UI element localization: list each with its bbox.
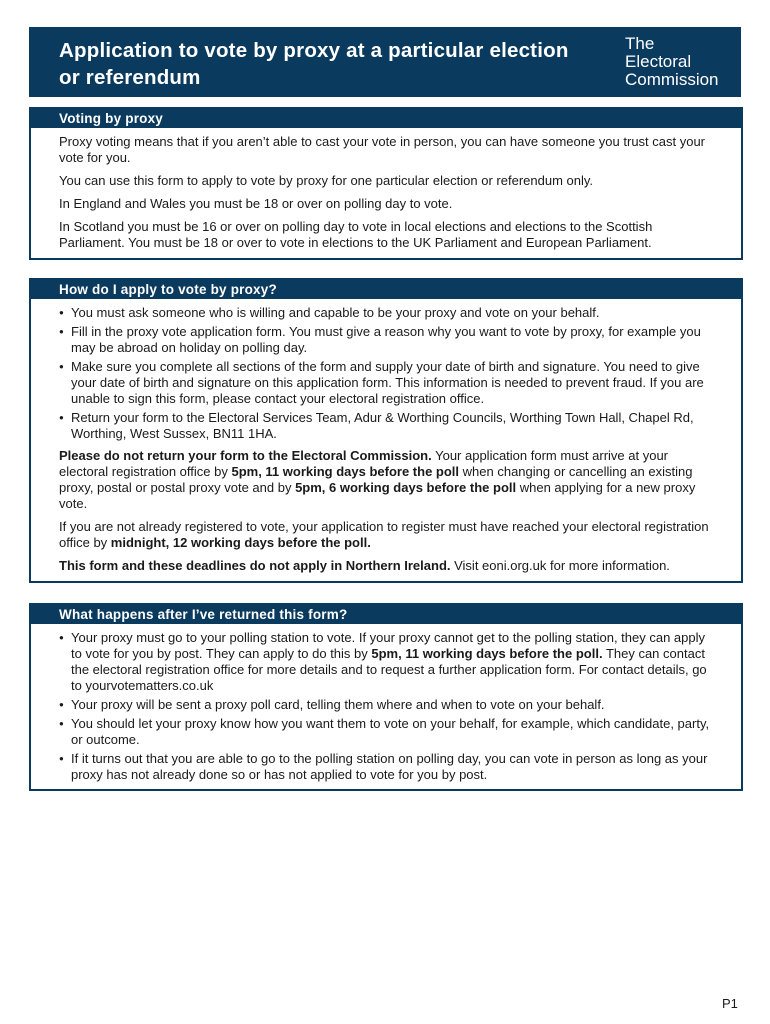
- how-to-apply-section: [29, 278, 743, 583]
- page-title: Application to vote by proxy at a particular election or referendum: [59, 39, 569, 89]
- text: Your application form must arrive at your electoral registration office by: [59, 448, 669, 479]
- bold-text: Please do not return your form to the Electoral Commission.: [59, 448, 432, 463]
- text: Visit eoni.org.uk for more information.: [450, 558, 670, 573]
- paragraph: You can use this form to apply to vote by proxy for one particular election or referendum only.: [59, 173, 594, 188]
- list-item: ● If it turns out that you are able to go to the polling station on polling day, you can vote in person as long as your proxy has not already done so or has not applied to vote for you by post.: [59, 751, 713, 783]
- list-item: ● Make sure you complete all sections of the form and supply your date of birth and signature. You need to give your date of birth and signature on this application form. This information is needed to prevent fraud. If you are unable to sign this form, please contact your electoral registration office.: [59, 359, 713, 407]
- paragraph: In Scotland you must be 16 or over on polling day to vote in local elections and elections to the Scottish Parliament. You must be 18 or over to vote in elections to the UK Parliament and European Parliament.: [59, 219, 653, 250]
- header-banner: [29, 27, 741, 97]
- bold-text: 5pm, 6 working days before the poll: [295, 480, 517, 495]
- list-item: ● Return your form to the Electoral Services Team, Adur & Worthing Councils, Worthing Town Hall, Chapel Rd, Worthing, West Sussex, BN11 1HA.: [59, 410, 713, 442]
- section-heading: What happens after I’ve returned this form?: [31, 605, 741, 624]
- logo-line-2: Electoral: [625, 52, 692, 71]
- section-heading: How do I apply to vote by proxy?: [31, 280, 741, 299]
- electoral-commission-logo: [625, 35, 719, 89]
- logo-line-3: Commission: [625, 70, 719, 89]
- bold-text: 5pm, 11 working days before the poll.: [371, 646, 603, 661]
- bullet-list: [59, 630, 713, 783]
- bold-text: midnight, 12 working days before the poll.: [110, 535, 371, 550]
- list-item: ● You must ask someone who is willing and capable to be your proxy and vote on your behalf.: [59, 305, 713, 321]
- text: They can contact the electoral registration office for more details and to request a further application form. For contact details, go to yourvotematters.co.uk: [71, 646, 707, 693]
- list-item: ● You should let your proxy know how you want them to vote on your behalf, for example, which candidate, party, or outcome.: [59, 716, 713, 748]
- paragraph: Proxy voting means that if you aren’t able to cast your vote in person, you can have someone you trust cast your vote for you.: [59, 134, 706, 165]
- bullet-list: [59, 305, 713, 442]
- register-paragraph: [59, 519, 713, 551]
- list-item: [59, 630, 713, 694]
- voting-by-proxy-section: [29, 107, 743, 260]
- logo-line-1: The: [625, 34, 655, 53]
- section-heading: Voting by proxy: [31, 109, 741, 128]
- text: when changing or cancelling an existing proxy, postal or postal proxy vote and by: [59, 464, 693, 495]
- list-item: ● Your proxy will be sent a proxy poll card, telling them where and when to vote on your behalf.: [59, 697, 713, 713]
- page-number: P1: [722, 996, 738, 1011]
- text: Your proxy must go to your polling station to vote. If your proxy cannot get to the polling station, they can apply to vote for you by post. They can apply to do this by: [71, 630, 706, 661]
- bold-text: This form and these deadlines do not apply in Northern Ireland.: [59, 558, 451, 573]
- text: If you are not already registered to vote, your application to register must have reached your electoral registration office by: [59, 519, 709, 550]
- after-return-section: [29, 603, 743, 791]
- northern-ireland-paragraph: [59, 558, 713, 574]
- deadline-paragraph: [59, 448, 713, 512]
- list-item: ● Fill in the proxy vote application form. You must give a reason why you want to vote by proxy, for example you may be abroad on holiday on polling day.: [59, 324, 713, 356]
- bold-text: 5pm, 11 working days before the poll: [231, 464, 460, 479]
- paragraph: In England and Wales you must be 18 or over on polling day to vote.: [59, 196, 453, 211]
- text: when applying for a new proxy vote.: [59, 480, 696, 511]
